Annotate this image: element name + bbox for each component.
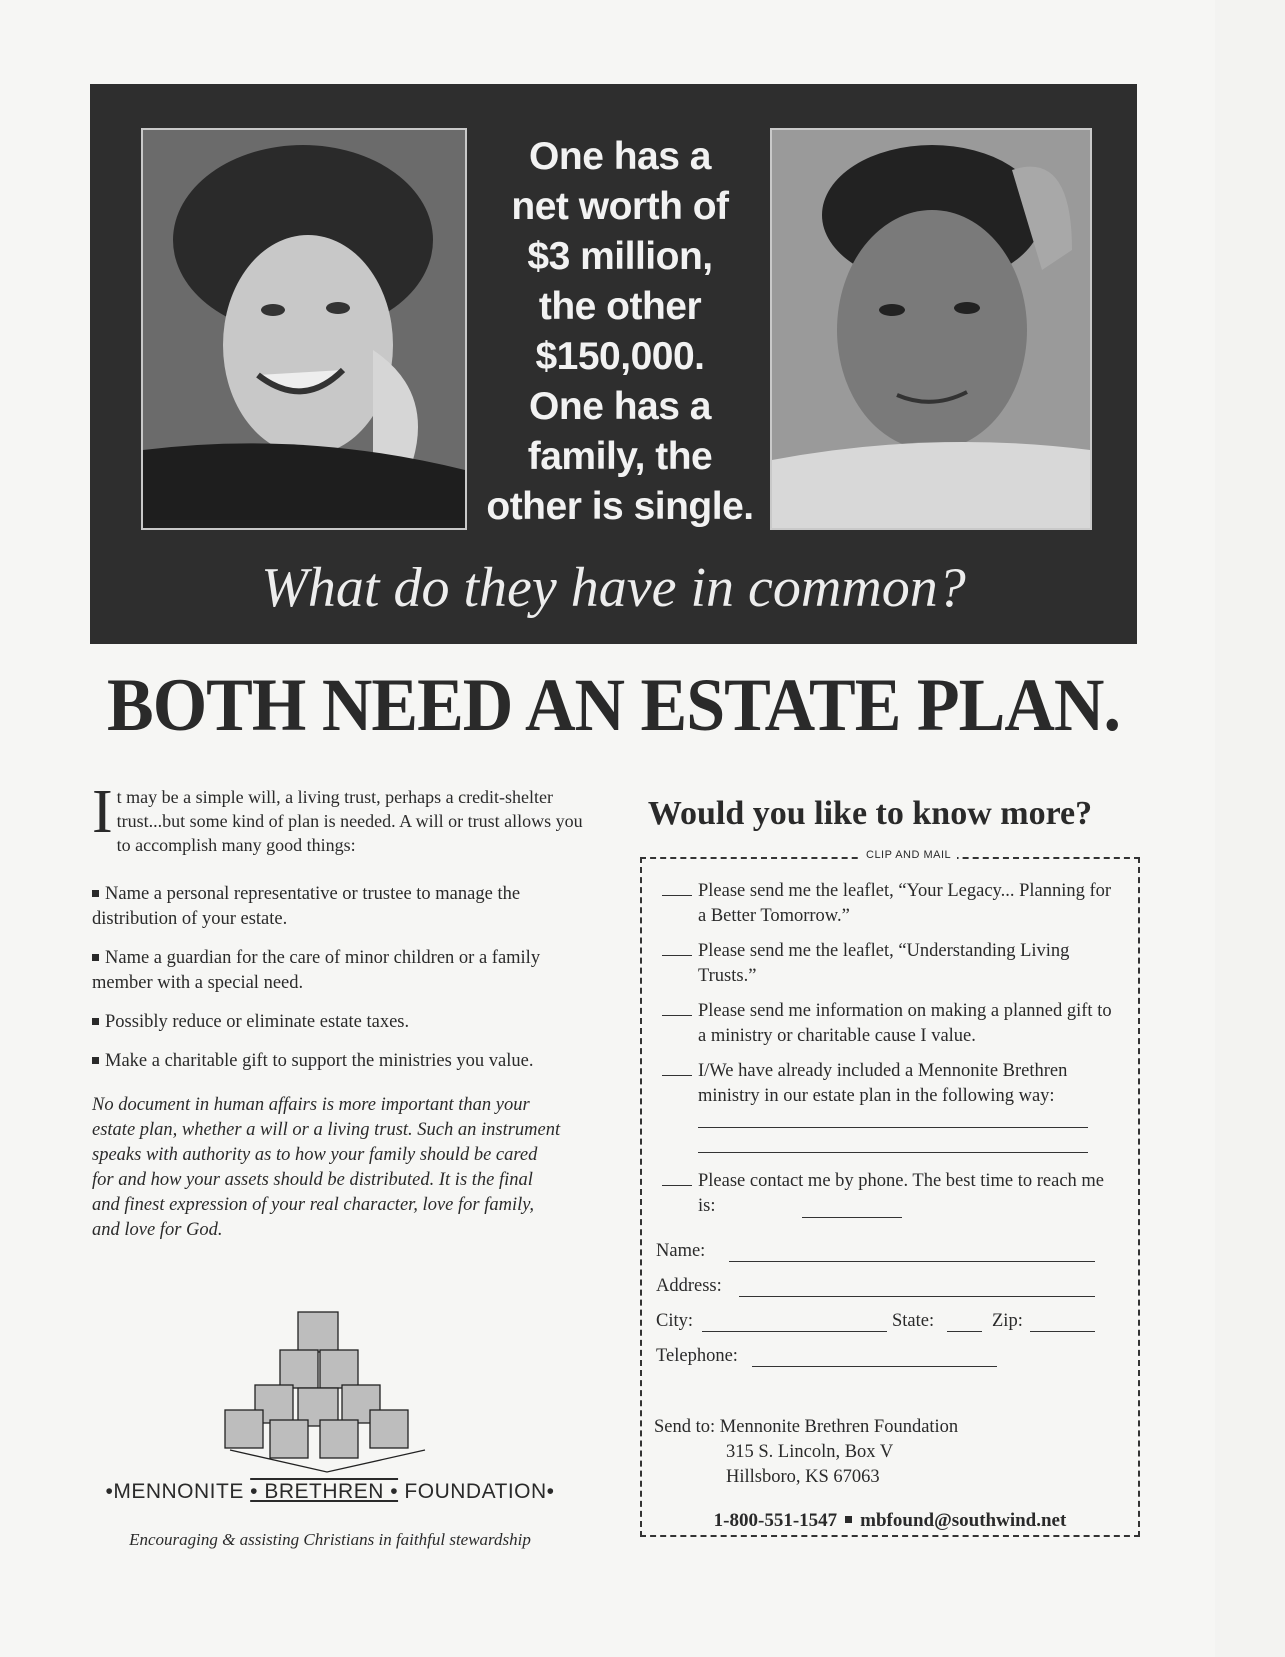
checkbox-blank[interactable] [662,895,692,896]
bullet-icon [92,1057,99,1064]
send-to-address: Send to: Mennonite Brethren Foundation 315 S. Lincoln, Box V Hillsboro, KS 67063 [654,1417,959,1487]
list-item: Make a charitable gift to support the ministries you value. [92,1049,592,1074]
contact-line [640,1510,1140,1532]
best-time-field[interactable] [802,1217,902,1218]
city-label: City: [656,1311,694,1331]
list-item: Name a personal representative or trustee to manage the distribution of your estate. [92,884,521,929]
woman-photo [141,128,467,530]
drop-cap: I [92,778,113,846]
estate-plan-line-1[interactable] [698,1127,1088,1128]
form-title: Would you like to know more? [647,795,1093,832]
checkbox-blank[interactable] [662,1075,692,1076]
bullet-icon [92,954,99,961]
intro-text: t may be a simple will, a living trust, perhaps a credit-shelter trust...but some kind of plan is needed. A will or trust allows you to accomplish many good things: [116,787,583,855]
hero-headline: One has a net worth of $3 million, the other $150,000. One has a family, the other is single. [486,135,754,528]
separator-icon [845,1516,852,1523]
email-address[interactable]: mbfound@southwind.net [860,1510,1067,1531]
bullet-icon [92,890,99,897]
zip-field[interactable] [1030,1331,1095,1332]
option-contact-by-phone[interactable]: Please contact me by phone. The best time to reach me is: [662,1169,1117,1219]
list-item: Name a guardian for the care of minor children or a family member with a special need. [92,948,541,993]
zip-label: Zip: [992,1311,1023,1331]
city-field[interactable] [702,1331,887,1332]
option-already-included[interactable]: I/We have already included a Mennonite Brethren ministry in our estate plan in the following way: [662,1059,1117,1109]
state-field[interactable] [947,1331,982,1332]
address-field[interactable] [739,1296,1095,1297]
benefits-list [92,882,592,1088]
checkbox-blank[interactable] [662,955,692,956]
hero-question: What do they have in common? [261,557,966,619]
name-field[interactable] [729,1261,1095,1262]
man-photo [770,128,1092,530]
foundation-logo-icon [210,1300,445,1475]
hero-banner [90,84,1137,644]
list-item: Possibly reduce or eliminate estate taxes. [92,1010,592,1035]
state-label: State: [892,1311,935,1331]
clip-and-mail-label: CLIP AND MAIL [860,849,957,861]
bullet-icon [92,1018,99,1025]
foundation-tagline: Encouraging & assisting Christians in faithful stewardship [129,1530,531,1549]
address-label: Address: [656,1276,722,1296]
option-living-trusts-leaflet[interactable]: Please send me the leaflet, “Understanding Living Trusts.” [662,939,1117,989]
option-legacy-leaflet[interactable]: Please send me the leaflet, “Your Legacy... Planning for a Better Tomorrow.” [662,879,1117,929]
checkbox-blank[interactable] [662,1015,692,1016]
intro-paragraph [92,778,584,857]
estate-plan-line-2[interactable] [698,1152,1088,1153]
name-label: Name: [656,1241,706,1261]
telephone-label: Telephone: [656,1346,738,1366]
main-title: BOTH NEED AN ESTATE PLAN. [107,663,1120,748]
telephone-field[interactable] [752,1366,997,1367]
quote-paragraph: No document in human affairs is more important than your estate plan, whether a will or a living trust. Such an instrument speaks with authority as to how your family should be cared for and how your assets should be distributed. It is the final and finest expression of your real character, love for family, and love for God. [92,1095,561,1240]
phone-number: 1-800-551-1547 [713,1510,838,1531]
option-planned-gift-info[interactable]: Please send me information on making a planned gift to a ministry or charitable cause I value. [662,999,1117,1049]
checkbox-blank[interactable] [662,1185,692,1186]
foundation-name: •MENNONITE • BRETHREN • FOUNDATION• [105,1480,555,1503]
